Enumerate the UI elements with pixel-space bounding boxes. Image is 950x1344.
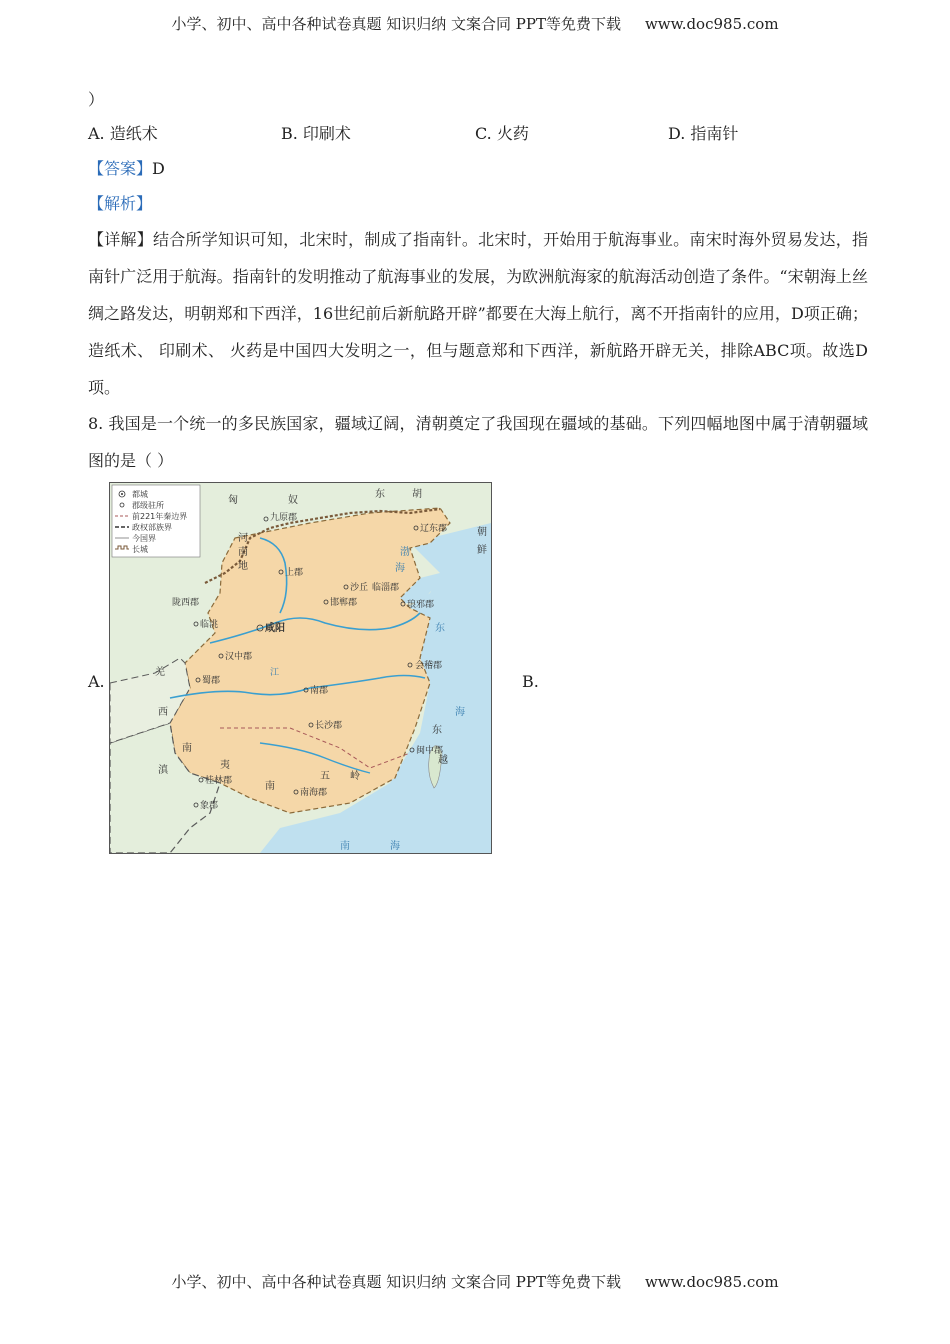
label-nanhai: 南海郡 xyxy=(300,788,328,798)
question-tail: ） xyxy=(88,90,105,109)
label-jiang: 江 xyxy=(270,668,280,678)
label-donghu-1: 东 xyxy=(375,489,385,500)
legend-great-wall: 长城 xyxy=(132,545,148,554)
label-xiongnu-1: 匈 xyxy=(228,495,238,506)
page-header xyxy=(0,13,950,34)
label-bohai-hai: 海 xyxy=(395,563,405,574)
label-south-sea-nan: 南 xyxy=(340,841,350,852)
label-changsha: 长沙郡 xyxy=(315,721,343,731)
answer-value: D xyxy=(152,159,165,178)
header-site[interactable]: www.doc985.com xyxy=(644,15,779,33)
qin-dynasty-map xyxy=(109,482,492,854)
footer-site[interactable]: www.doc985.com xyxy=(644,1273,779,1291)
label-chao: 朝 xyxy=(477,527,487,538)
label-langya: 琅邪郡 xyxy=(407,600,435,610)
q8-option-b: B. xyxy=(522,672,539,691)
label-henan-nan: 南 xyxy=(238,547,248,558)
answer-tag: 【答案】 xyxy=(88,159,153,178)
label-jiuyuan: 九原郡 xyxy=(270,513,298,523)
label-guilin: 桂林郡 xyxy=(205,776,233,786)
label-kuaiji: 会稽郡 xyxy=(415,661,443,671)
capital-symbol-dot xyxy=(121,493,123,495)
label-lingnan-nan: 南 xyxy=(265,781,275,792)
q8-option-a: A. xyxy=(88,672,105,691)
option-a: A. 造纸术 xyxy=(88,124,158,143)
label-minzhong: 闽中郡 xyxy=(416,746,444,756)
legend-qin-boundary: 前221年秦边界 xyxy=(132,512,188,521)
label-wu: 五 xyxy=(320,771,330,782)
option-b: B. 印刷术 xyxy=(281,124,351,143)
label-east-sea-hai: 海 xyxy=(455,707,465,718)
label-xiongnu-2: 奴 xyxy=(288,495,298,506)
legend-regime-boundary: 政权部族界 xyxy=(132,523,172,532)
detail-text: 结合所学知识可知，北宋时，制成了指南针。北宋时，开始用于航海事业。南宋时海外贸易发达，指南针广泛用于航海。指南针的发明推动了航海事业的发展，为欧洲航海家的航海活动创造了条件。“宋朝海上丝绸之路发达，明朝郑和下西洋，16世纪前后新航路开辟”都要在大海上航行，离不开指南针的应用，D项正确；造纸术、 印刷术、 火药是中国四大发明之一，但与题意郑和下西洋，新航路开辟无关，排除ABC项。故选D项。 xyxy=(88,230,868,397)
label-east-sea-dong: 东 xyxy=(435,623,445,634)
option-c: C. 火药 xyxy=(475,124,529,143)
label-south-sea-hai: 海 xyxy=(390,841,400,852)
label-southwest-nan: 南 xyxy=(182,743,192,754)
label-henan-di: 地 xyxy=(238,561,248,572)
legend-prefecture: 郡级驻所 xyxy=(132,501,164,510)
label-nanjun: 南郡 xyxy=(310,686,329,696)
label-xiang: 象郡 xyxy=(200,801,219,811)
analysis-tag: 【解析】 xyxy=(88,194,153,213)
question-8-stem: 8. 我国是一个统一的多民族国家，疆域辽阔，清朝奠定了我国现在疆域的基础。下列四幅地图中属于清朝疆域图的是（ ） xyxy=(88,414,868,470)
answer-line xyxy=(88,159,165,179)
label-hanzhong: 汉中郡 xyxy=(225,652,253,662)
label-xian: 鲜 xyxy=(477,545,487,556)
label-handan: 邯郸郡 xyxy=(330,598,358,608)
label-qiang: 羌 xyxy=(155,667,165,678)
label-longxi: 陇西郡 xyxy=(172,598,200,608)
label-shaqiu: 沙丘 xyxy=(350,583,369,593)
label-ling: 岭 xyxy=(350,771,360,782)
page-footer xyxy=(0,1271,950,1292)
map-svg xyxy=(110,483,491,853)
legend-capital: 都城 xyxy=(132,490,148,499)
label-yi: 夷 xyxy=(220,760,230,771)
label-xi: 西 xyxy=(158,707,168,718)
label-liaodong: 辽东郡 xyxy=(420,524,448,534)
footer-text: 小学、初中、高中各种试卷真题 知识归纳 文案合同 PPT等免费下载 xyxy=(171,1273,621,1291)
header-text: 小学、初中、高中各种试卷真题 知识归纳 文案合同 PPT等免费下载 xyxy=(171,15,621,33)
label-shang: 上郡 xyxy=(285,568,304,578)
label-linzi: 临淄郡 xyxy=(372,583,400,593)
legend-national-boundary: 今国界 xyxy=(132,534,156,543)
label-lintao: 临洮 xyxy=(200,620,219,630)
label-he: 河 xyxy=(238,533,248,544)
label-bo: 渤 xyxy=(400,547,410,558)
label-yue: 越 xyxy=(438,755,448,766)
option-d: D. 指南针 xyxy=(668,124,739,143)
detail-tag: 【详解】 xyxy=(88,230,154,249)
label-xianyang: 咸阳 xyxy=(265,623,285,634)
detail-paragraph xyxy=(88,221,868,406)
label-dian: 滇 xyxy=(158,765,168,776)
label-donghu-2: 胡 xyxy=(412,489,422,500)
label-shu: 蜀郡 xyxy=(202,676,221,686)
label-dong-yue-dong: 东 xyxy=(432,725,442,736)
